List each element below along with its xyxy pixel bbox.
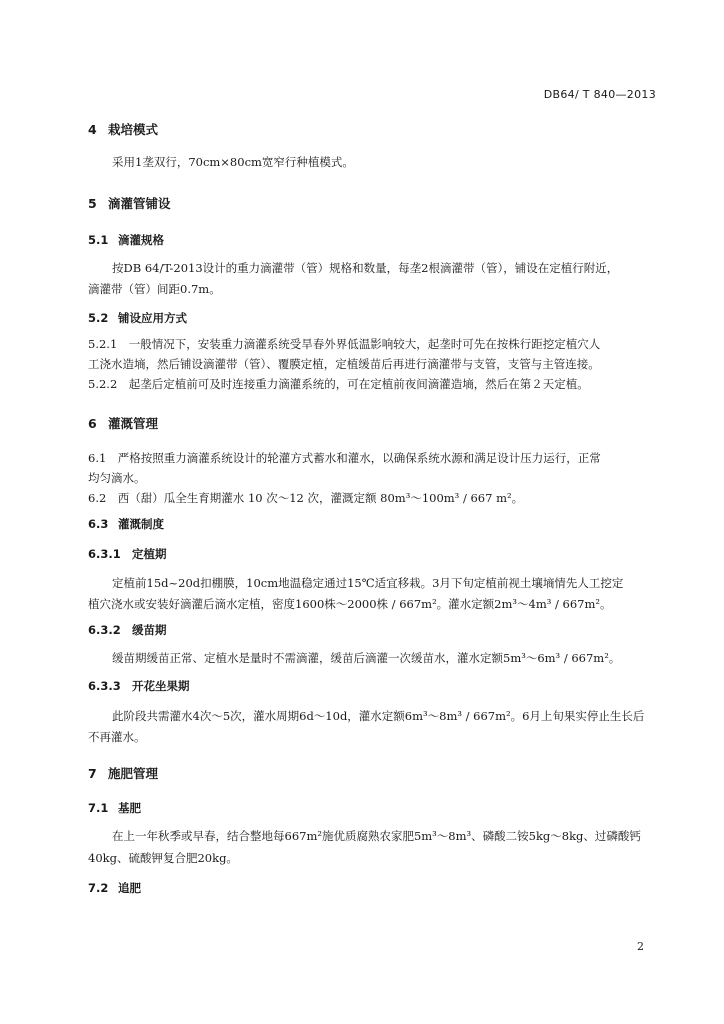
section-7-heading: [88, 764, 158, 782]
subsection-7-2-heading: [88, 880, 141, 896]
subsection-5-2-heading: [88, 310, 187, 326]
section-number: 6.3.1: [88, 547, 121, 561]
section-title: 基肥: [118, 801, 141, 815]
standard-number: DB64/ T 840—2013: [543, 88, 656, 101]
section-number: 5: [88, 196, 97, 211]
paragraph: 40kg、硫酸钾复合肥20kg。: [88, 851, 238, 865]
paragraph: 缓苗期缓苗正常、定植水是量时不需滴灌，缓苗后滴灌一次缓苗水，灌水定额5m³～6m³ / 667m²。: [112, 651, 621, 665]
section-4-heading: [88, 120, 158, 138]
section-title: 缓苗期: [132, 623, 167, 637]
section-title: 灌溉管理: [108, 416, 159, 431]
section-title: 铺设应用方式: [118, 311, 187, 325]
paragraph: 定植前15d~20d扣棚膜，10cm地温稳定通过15℃适宜移栽。3月下旬定植前视土壤墒情先人工挖定: [112, 576, 624, 590]
paragraph: 采用1垄双行，70cm×80cm宽窄行种植模式。: [112, 155, 354, 169]
section-number: 7.1: [88, 801, 109, 815]
clause-6-2: 6.2 西（甜）瓜全生育期灌水 10 次～12 次，灌溉定额 80m³～100m³ / 667 m²。: [88, 491, 524, 505]
section-title: 定植期: [132, 547, 167, 561]
section-6-heading: [88, 414, 158, 432]
section-title: 开花坐果期: [132, 679, 190, 693]
section-title: 灌溉制度: [118, 517, 164, 531]
section-number: 4: [88, 122, 97, 137]
paragraph: 植穴浇水或安装好滴灌后滴水定植，密度1600株～2000株 / 667m²。灌水定额2m³～4m³ / 667m²。: [88, 597, 612, 611]
subsection-6-3-2-heading: [88, 622, 167, 638]
section-title: 栽培模式: [108, 122, 159, 137]
section-number: 6.3.2: [88, 623, 121, 637]
paragraph: 在上一年秋季或早春，结合整地每667m²施优质腐熟农家肥5m³～8m³、磷酸二铵5kg～8kg、过磷酸钙: [112, 829, 641, 843]
clause-5-2-1: 5.2.1 一般情况下，安装重力滴灌系统受旱春外界低温影响较大，起垄时可先在按株行距挖定植穴人: [88, 337, 601, 351]
paragraph: 不再灌水。: [88, 730, 146, 744]
subsection-6-3-heading: [88, 516, 164, 532]
section-number: 5.2: [88, 311, 109, 325]
section-5-heading: [88, 194, 171, 212]
clause-6-1-cont: 均匀滴水。: [88, 471, 146, 485]
clause-6-1: 6.1 严格按照重力滴灌系统设计的轮灌方式蓄水和灌水，以确保系统水源和满足设计压力运行，正常: [88, 451, 601, 465]
paragraph: 按DB 64/T-2013设计的重力滴灌带（管）规格和数量，每垄2根滴灌带（管），铺设在定植行附近，: [112, 261, 619, 275]
paragraph: 滴灌带（管）间距0.7m。: [88, 282, 221, 296]
subsection-5-1-heading: [88, 232, 164, 248]
section-number: 7.2: [88, 881, 109, 895]
paragraph: 此阶段共需灌水4次～5次，灌水周期6d～10d，灌水定额6m³～8m³ / 667m²。6月上旬果实停止生长后: [112, 709, 645, 723]
page-number: 2: [637, 940, 644, 953]
subsection-6-3-1-heading: [88, 546, 167, 562]
section-number: 7: [88, 766, 97, 781]
section-number: 6: [88, 416, 97, 431]
clause-5-2-1-cont: 工浇水造墒，然后铺设滴灌带（管）、覆膜定植，定植缓苗后再进行滴灌带与支管，支管与主管连接。: [88, 357, 600, 371]
section-number: 6.3.3: [88, 679, 121, 693]
section-title: 滴灌管铺设: [108, 196, 171, 211]
section-number: 6.3: [88, 517, 109, 531]
section-title: 追肥: [118, 881, 141, 895]
section-number: 5.1: [88, 233, 109, 247]
section-title: 施肥管理: [108, 766, 159, 781]
subsection-7-1-heading: [88, 800, 141, 816]
section-title: 滴灌规格: [118, 233, 164, 247]
subsection-6-3-3-heading: [88, 678, 190, 694]
clause-5-2-2: 5.2.2 起垄后定植前可及时连接重力滴灌系统的，可在定植前夜间滴灌造墒，然后在第２天定植。: [88, 377, 589, 391]
